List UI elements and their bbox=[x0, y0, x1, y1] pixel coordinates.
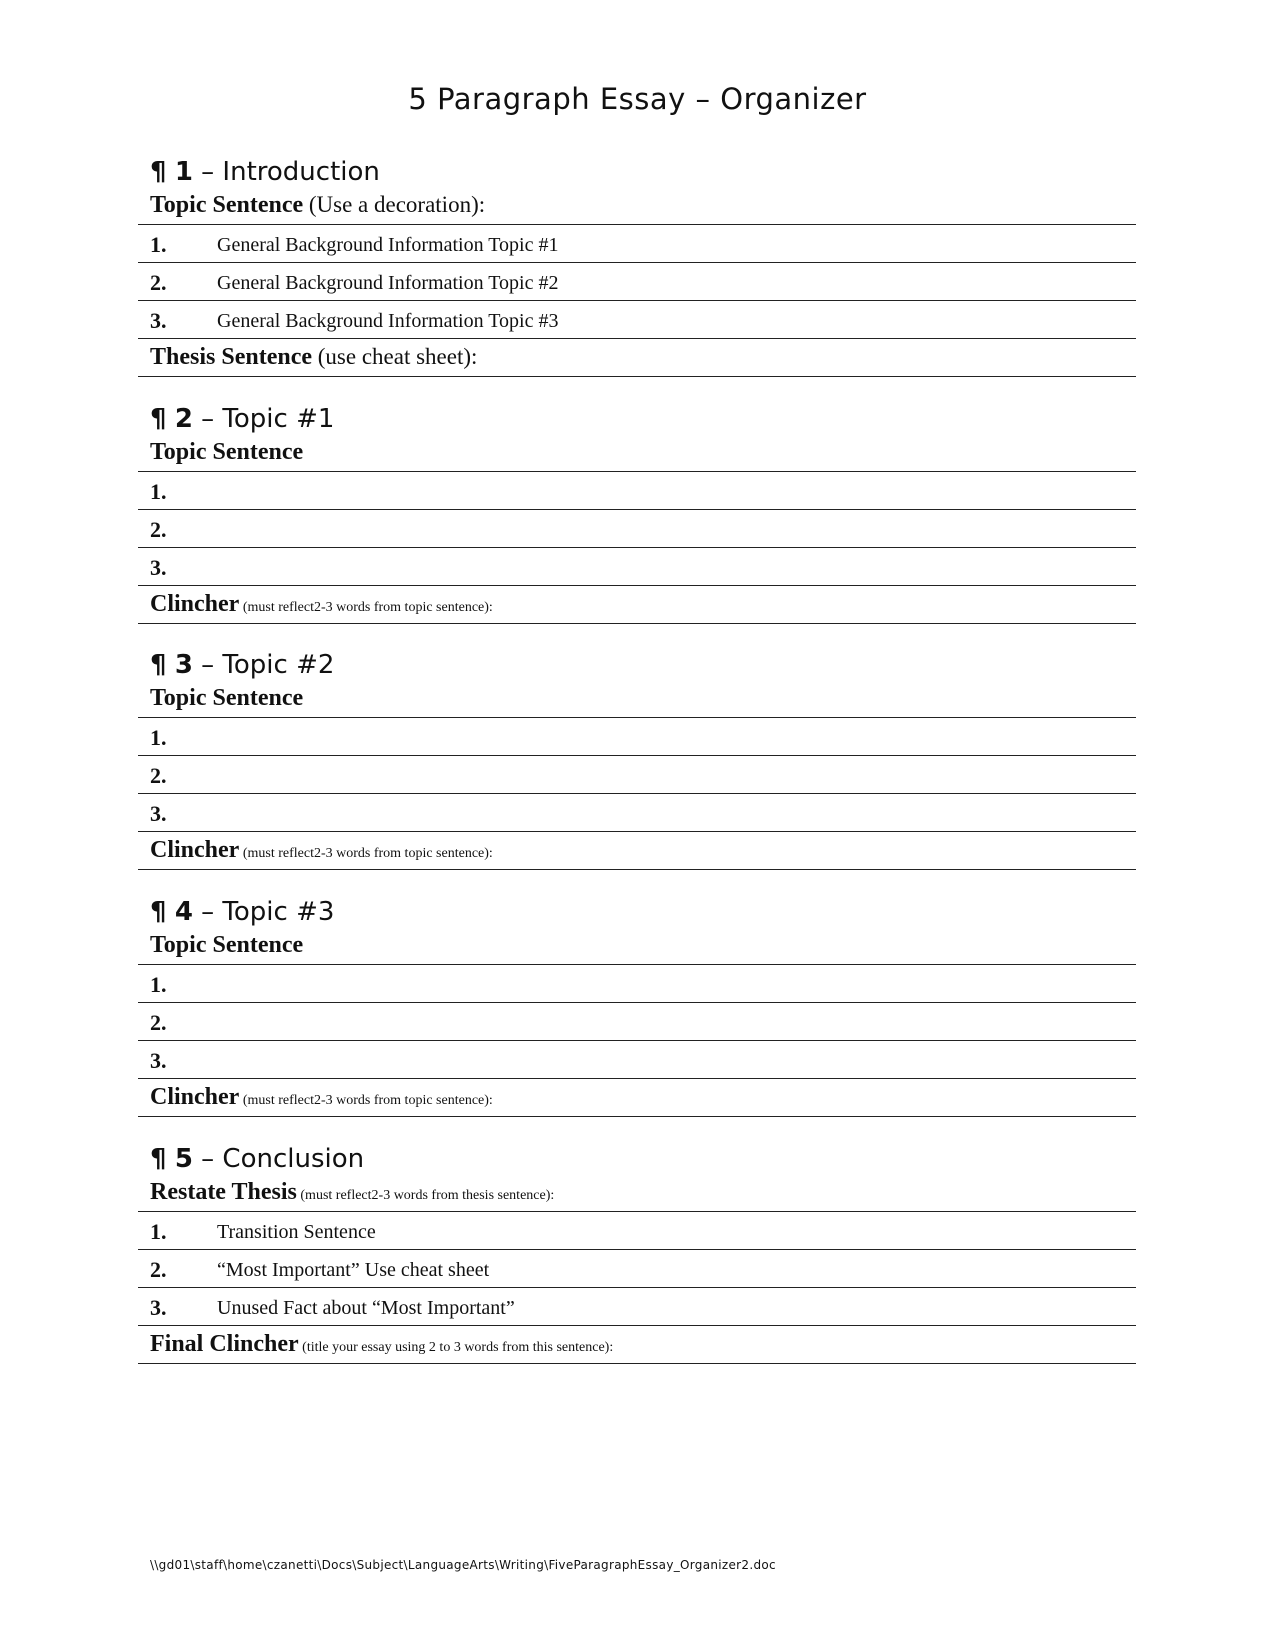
item-number: 2. bbox=[150, 517, 167, 542]
list-item[interactable] bbox=[138, 1212, 1136, 1250]
thesis-sentence-line[interactable] bbox=[138, 339, 1136, 377]
topic-sentence-line[interactable] bbox=[138, 682, 1136, 718]
list-item[interactable] bbox=[138, 1003, 1136, 1041]
section-heading bbox=[138, 155, 1136, 189]
line-label bbox=[150, 685, 303, 712]
section-title: – Topic #3 bbox=[192, 897, 335, 927]
topic-sentence-line[interactable] bbox=[138, 436, 1136, 472]
label-bold: Thesis Sentence bbox=[150, 344, 312, 370]
item-number: 1. bbox=[150, 232, 167, 257]
label-bold: Restate Thesis bbox=[150, 1179, 297, 1205]
section-number: 2 bbox=[174, 404, 193, 434]
label-bold: Topic Sentence bbox=[150, 192, 304, 218]
item-number: 3. bbox=[150, 1295, 167, 1320]
pilcrow-icon: ¶ bbox=[150, 157, 167, 187]
list-item[interactable] bbox=[138, 1288, 1136, 1326]
label-bold: Clincher bbox=[150, 837, 240, 863]
pilcrow-icon: ¶ bbox=[150, 1144, 167, 1174]
clincher-line[interactable] bbox=[138, 1079, 1136, 1117]
item-number: 3. bbox=[150, 308, 167, 333]
line-label bbox=[150, 192, 485, 219]
section-heading bbox=[138, 402, 1136, 436]
section-introduction bbox=[138, 155, 1136, 377]
item-number: 1. bbox=[150, 972, 167, 997]
line-label bbox=[150, 1179, 554, 1206]
restate-thesis-line[interactable] bbox=[138, 1176, 1136, 1212]
section-heading bbox=[138, 1142, 1136, 1176]
pilcrow-icon: ¶ bbox=[150, 897, 167, 927]
label-note: (must reflect2-3 words from thesis sentence): bbox=[296, 1188, 555, 1203]
section-number: 4 bbox=[174, 897, 193, 927]
pilcrow-icon: ¶ bbox=[150, 404, 167, 434]
section-title: – Topic #1 bbox=[192, 404, 335, 434]
item-number: 1. bbox=[150, 725, 167, 750]
item-number: 2. bbox=[150, 270, 167, 295]
item-number: 2. bbox=[150, 763, 167, 788]
section-heading bbox=[138, 895, 1136, 929]
item-number: 1. bbox=[150, 479, 167, 504]
line-label bbox=[150, 1084, 493, 1111]
list-item[interactable] bbox=[138, 1041, 1136, 1079]
section-title: – Topic #2 bbox=[192, 650, 335, 680]
section-topic-1 bbox=[138, 402, 1136, 624]
label-bold: Topic Sentence bbox=[150, 685, 304, 711]
label-note: (Use a decoration): bbox=[303, 192, 486, 217]
label-note: (use cheat sheet): bbox=[312, 344, 478, 369]
section-topic-2 bbox=[138, 648, 1136, 870]
item-number: 2. bbox=[150, 1010, 167, 1035]
item-number: 3. bbox=[150, 1048, 167, 1073]
list-item[interactable] bbox=[138, 301, 1136, 339]
list-item[interactable] bbox=[138, 718, 1136, 756]
section-title: – Introduction bbox=[192, 157, 380, 187]
section-conclusion bbox=[138, 1142, 1136, 1364]
item-text: General Background Information Topic #2 bbox=[217, 272, 559, 294]
item-text: Transition Sentence bbox=[217, 1221, 376, 1243]
label-bold: Topic Sentence bbox=[150, 932, 304, 958]
label-note: (must reflect2-3 words from topic sentence): bbox=[239, 1093, 493, 1108]
clincher-line[interactable] bbox=[138, 832, 1136, 870]
pilcrow-icon: ¶ bbox=[150, 650, 167, 680]
topic-sentence-line[interactable] bbox=[138, 929, 1136, 965]
clincher-line[interactable] bbox=[138, 586, 1136, 624]
item-number: 3. bbox=[150, 801, 167, 826]
list-item[interactable] bbox=[138, 263, 1136, 301]
label-bold: Topic Sentence bbox=[150, 439, 304, 465]
label-note: (must reflect2-3 words from topic sentence): bbox=[239, 846, 493, 861]
section-number: 3 bbox=[174, 650, 193, 680]
line-label bbox=[150, 837, 493, 864]
final-clincher-line[interactable] bbox=[138, 1326, 1136, 1364]
line-label bbox=[150, 932, 303, 959]
item-number: 3. bbox=[150, 555, 167, 580]
list-item[interactable] bbox=[138, 225, 1136, 263]
topic-sentence-line[interactable] bbox=[138, 189, 1136, 225]
list-item[interactable] bbox=[138, 472, 1136, 510]
page-title: 5 Paragraph Essay – Organizer bbox=[408, 82, 867, 116]
section-heading bbox=[138, 648, 1136, 682]
item-text: Unused Fact about “Most Important” bbox=[217, 1297, 515, 1319]
label-bold: Clincher bbox=[150, 1084, 240, 1110]
item-text: General Background Information Topic #1 bbox=[217, 234, 559, 256]
line-label bbox=[150, 439, 303, 466]
section-title: – Conclusion bbox=[192, 1144, 365, 1174]
label-note: (must reflect2-3 words from topic sentence): bbox=[239, 600, 493, 615]
list-item[interactable] bbox=[138, 756, 1136, 794]
line-label bbox=[150, 591, 493, 618]
item-text: General Background Information Topic #3 bbox=[217, 310, 559, 332]
item-number: 2. bbox=[150, 1257, 167, 1282]
section-topic-3 bbox=[138, 895, 1136, 1117]
file-path-footer: \\gd01\staff\home\czanetti\Docs\Subject\LanguageArts\Writing\FiveParagraphEssay_Organizer2.doc bbox=[150, 1558, 776, 1572]
list-item[interactable] bbox=[138, 965, 1136, 1003]
section-number: 5 bbox=[174, 1144, 193, 1174]
line-label bbox=[150, 1331, 613, 1358]
item-number: 1. bbox=[150, 1219, 167, 1244]
item-text: “Most Important” Use cheat sheet bbox=[217, 1259, 490, 1281]
section-number: 1 bbox=[174, 157, 193, 187]
list-item[interactable] bbox=[138, 1250, 1136, 1288]
list-item[interactable] bbox=[138, 548, 1136, 586]
list-item[interactable] bbox=[138, 510, 1136, 548]
label-bold: Clincher bbox=[150, 591, 240, 617]
line-label bbox=[150, 344, 477, 371]
label-note: (title your essay using 2 to 3 words from this sentence): bbox=[298, 1340, 614, 1355]
label-bold: Final Clincher bbox=[150, 1331, 299, 1357]
list-item[interactable] bbox=[138, 794, 1136, 832]
